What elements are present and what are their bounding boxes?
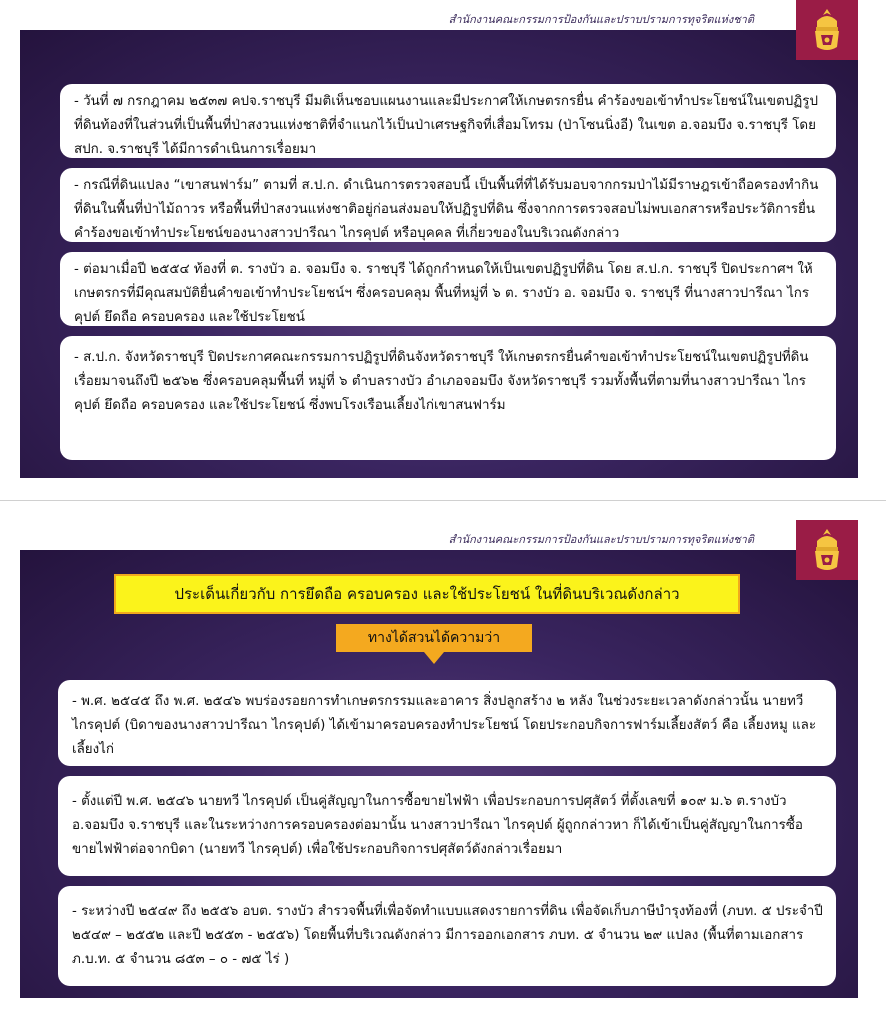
fact-card-1: - วันที่ ๗ กรกฎาคม ๒๕๓๗ คปจ.ราชบุรี มีมติเห็นชอบแผนงานและมีประกาศให้เกษตรกรยื่น คำร้องขอเข้าทำประโยชน์ในเขตปฏิรูปที่ดินท้องที่ในส่วนที่เป็นพื้นที่ป่าสงวนแห่งชาติที่จำแนกไว้เป็นป่าเศรษฐกิจที่เสื่อมโทรม (ป่าโซนนิ่งอี) ในเขต อ.จอมบึง จ.ราชบุรี โดย สปก. จ.ราชบุรี ได้มีการดำเนินการเรื่อยมา [60, 84, 836, 158]
finding-card-3: - ระหว่างปี ๒๕๔๙ ถึง ๒๕๕๖ อบต. รางบัว สำรวจพื้นที่เพื่อจัดทำแบบแสดงรายการที่ดิน เพื่อจัดเก็บภาษีบำรุงท้องที่ (ภบท. ๕ ประจำปี ๒๕๔๙ – ๒๕๕๒ และปี ๒๕๕๓ - ๒๕๕๖) โดยพื้นที่บริเวณดังกล่าว มีการออกเอกสาร ภบท. ๕ จำนวน ๒๙ แปลง (พื้นที่ตามเอกสาร ภ.บ.ท. ๕ จำนวน ๘๕๓ – ๐ - ๗๕ ไร่ ) [58, 886, 836, 986]
slide-1 [20, 0, 858, 478]
fact-card-4: - ส.ป.ก. จังหวัดราชบุรี ปิดประกาศคณะกรรมการปฏิรูปที่ดินจังหวัดราชบุรี ให้เกษตรกรยื่นคำขอเข้าทำประโยชน์ในเขตปฏิรูปที่ดิน เรื่อยมาจนถึงปี ๒๕๖๒ ซึ่งครอบคลุมพื้นที่ หมู่ที่ ๖ ตำบลรางบัว อำเภอจอมบึง จังหวัดราชบุรี รวมทั้งพื้นที่ตามที่นางสาวปารีณา ไกรคุปต์ ยึดถือ ครอบครอง และใช้ประโยชน์ ซึ่งพบโรงเรือนเลี้ยงไก่เขาสนฟาร์ม [60, 336, 836, 460]
down-arrow-icon [424, 652, 444, 664]
agency-name-header: สำนักงานคณะกรรมการป้องกันและปราบปรามการทุจริตแห่งชาติ [448, 13, 754, 26]
agency-logo [796, 0, 858, 60]
topic-banner: ประเด็นเกี่ยวกับ การยึดถือ ครอบครอง และใช้ประโยชน์ ในที่ดินบริเวณดังกล่าว [114, 574, 740, 614]
fact-card-3: - ต่อมาเมื่อปี ๒๕๕๔ ท้องที่ ต. รางบัว อ. จอมบึง จ. ราชบุรี ได้ถูกกำหนดให้เป็นเขตปฏิรูปที่ดิน โดย ส.ป.ก. ราชบุรี ปิดประกาศฯ ให้เกษตรกรที่มีคุณสมบัติยื่นคำขอเข้าทำประโยชน์ฯ ซึ่งครอบคลุม พื้นที่หมู่ที่ ๖ ต. รางบัว อ. จอมบึง จ. ราชบุรี ที่นางสาวปารีณา ไกรคุปต์ ยึดถือ ครอบครอง และใช้ประโยชน์ [60, 252, 836, 326]
finding-card-2: - ตั้งแต่ปี พ.ศ. ๒๕๔๖ นายทวี ไกรคุปต์ เป็นคู่สัญญาในการซื้อขายไฟฟ้า เพื่อประกอบการปศุสัตว์ ที่ตั้งเลขที่ ๑๐๙ ม.๖ ต.รางบัว อ.จอมบึง จ.ราชบุรี และในระหว่างการครอบครองต่อมานั้น นางสาวปารีณา ไกรคุปต์ ผู้ถูกกล่าวหา ก็ได้เข้าเป็นคู่สัญญาในการซื้อขายไฟฟ้าต่อจากบิดา (นายทวี ไกรคุปต์) เพื่อใช้ประกอบกิจการปศุสัตว์ดังกล่าวเรื่อยมา [58, 776, 836, 876]
finding-card-1: - พ.ศ. ๒๕๔๕ ถึง พ.ศ. ๒๕๔๖ พบร่องรอยการทำเกษตรกรรมและอาคาร สิ่งปลูกสร้าง ๒ หลัง ในช่วงระยะเวลาดังกล่าวนั้น นายทวี ไกรคุปต์ (บิดาของนางสาวปารีณา ไกรคุปต์) ได้เข้ามาครอบครองทำประโยชน์ โดยประกอบกิจการฟาร์มเลี้ยงสัตว์ คือ เลี้ยงหมู และเลี้ยงไก่ [58, 680, 836, 766]
nacc-emblem-icon [807, 7, 847, 53]
slide-divider [0, 500, 886, 501]
fact-card-2: - กรณีที่ดินแปลง “เขาสนฟาร์ม” ตามที่ ส.ป.ก. ดำเนินการตรวจสอบนี้ เป็นพื้นที่ที่ได้รับมอบจากกรมป่าไม้มีราษฎรเข้าถือครองทำกินที่ดินในพื้นที่ป่าไม้ถาวร หรือพื้นที่ป่าสงวนแห่งชาติอยู่ก่อนส่งมอบให้ปฏิรูปที่ดิน ซึ่งจากการตรวจสอบไม่พบเอกสารหรือประวัติการยื่นคำร้องขอเข้าทำประโยชน์ของนางสาวปารีณา ไกรคุปต์ หรือบุคคล ที่เกี่ยวของในบริเวณดังกล่าว [60, 168, 836, 242]
agency-logo [796, 520, 858, 580]
nacc-emblem-icon [807, 527, 847, 573]
slide-2-panel [20, 550, 858, 998]
slide-2 [20, 520, 858, 998]
slide-1-panel [20, 30, 858, 478]
findings-subbanner: ทางได้สวนได้ความว่า [336, 624, 532, 652]
agency-name-header: สำนักงานคณะกรรมการป้องกันและปราบปรามการทุจริตแห่งชาติ [448, 533, 754, 546]
